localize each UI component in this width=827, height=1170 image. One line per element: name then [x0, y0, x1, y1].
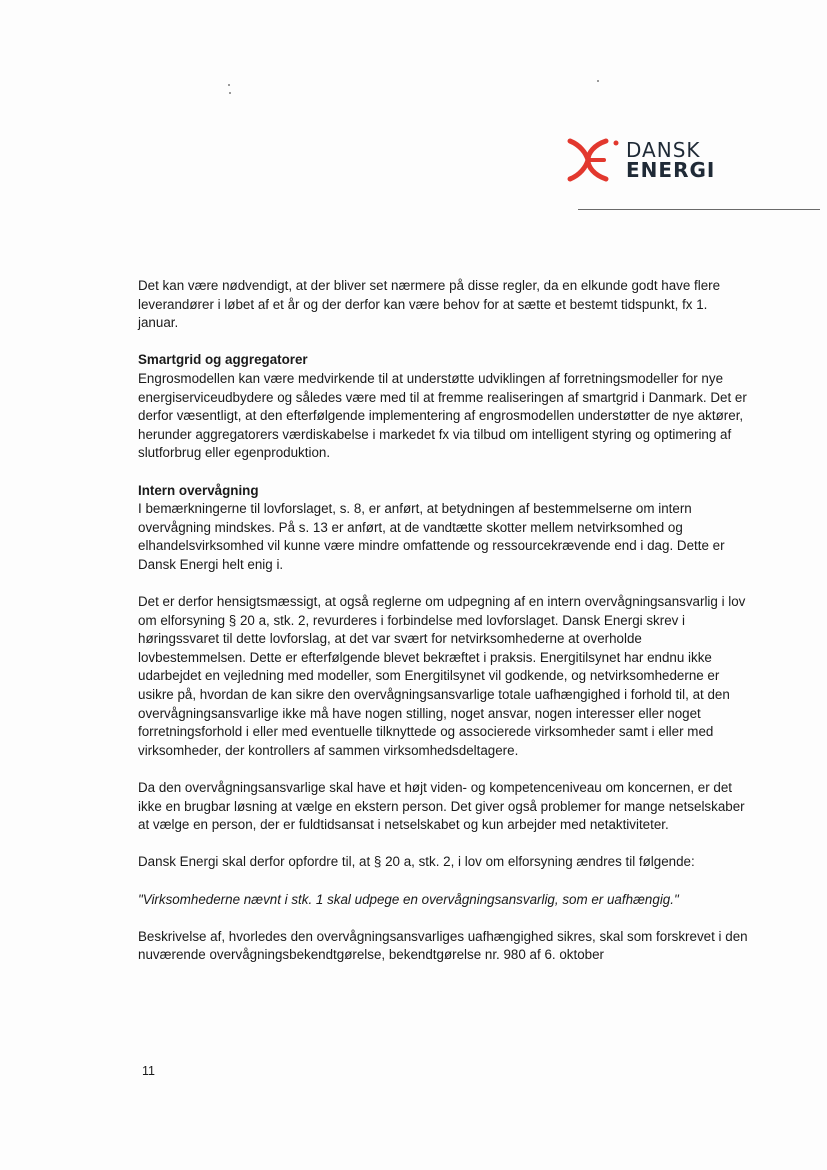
brand-logo	[566, 135, 715, 185]
proposed-wording-quote: "Virksomhederne nævnt i stk. 1 skal udpege en overvågningsansvarlig, som er uafhængig."	[138, 891, 679, 907]
intro-paragraph: Det kan være nødvendigt, at der bliver set nærmere på disse regler, da en elkunde godt have flere leverandører i løbet af et år og der derfor kan være behov for at sætte et bestemt tidspunkt, fx 1. januar.	[138, 278, 721, 331]
section-intern-overvaagning	[138, 482, 751, 965]
smartgrid-paragraph: Engrosmodellen kan være medvirkende til at understøtte udviklingen af forretningsmodeller for nye energiserviceudbydere og således være med til at fremme realiseringen af smartgrid i Danmark. Det er derfor væsentligt, at den efterfølgende implementering af engrosmodellen understøtter de nye aktører, herunder aggregatorers værdiskabelse i markedet fx via tilbud om intelligent styring og optimering af slutforbrug eller egenproduktion.	[138, 370, 747, 461]
brand-name-line1: DANSK	[626, 138, 701, 162]
section-smartgrid	[138, 351, 751, 463]
section-heading-smartgrid: Smartgrid og aggregatorer	[138, 352, 308, 368]
dansk-energi-logo-icon	[566, 135, 624, 185]
overvaagning-paragraph-1: I bemærkningerne til lovforslaget, s. 8, er anført, at betydningen af bestemmelserne om intern overvågning mindskes. På s. 13 er anført, at de vandtætte skotter mellem netvirksomhed og elhandelsvirksomhed vil kunne være mindre omfattende og ressourcekrævende end i dag. Dette er Dansk Energi helt enig i.	[138, 501, 725, 572]
brand-name-line2: ENERGI	[626, 158, 716, 182]
overvaagning-paragraph-4: Dansk Energi skal derfor opfordre til, at § 20 a, stk. 2, i lov om elforsyning ændres til følgende:	[138, 854, 695, 870]
scan-speck	[228, 84, 230, 86]
brand-wordmark	[626, 140, 715, 180]
overvaagning-paragraph-3: Da den overvågningsansvarlige skal have et højt viden- og kompetenceniveau om koncernen, er det ikke en brugbar løsning at vælge en ekstern person. Det giver også problemer for mange netselskaber at vælge en person, der er fuldtidsansat i netselskabet og kun arbejder med netaktiviteter.	[138, 780, 745, 833]
scan-speck	[229, 92, 231, 94]
scan-speck	[597, 80, 599, 82]
page-number: 11	[142, 1064, 155, 1078]
overvaagning-paragraph-5: Beskrivelse af, hvorledes den overvågningsansvarliges uafhængighed sikres, skal som forskrevet i den nuværende overvågningsbekendtgørelse, bekendtgørelse nr. 980 af 6. oktober	[138, 928, 748, 963]
section-heading-intern-overvaagning: Intern overvågning	[138, 482, 259, 498]
header-divider	[578, 209, 820, 210]
document-body	[138, 277, 751, 984]
overvaagning-paragraph-2: Det er derfor hensigtsmæssigt, at også reglerne om udpegning af en intern overvågningsansvarlig i lov om elforsyning § 20 a, stk. 2, revurderes i forbindelse med lovforslaget. Dansk Energi skrev i høringssvaret til dette lovforslag, at det var svært for netvirksomhederne at overholde lovbestemmelsen. Dette er efterfølgende blevet bekræftet i praksis. Energitilsynet har endnu ikke udarbejdet en vejledning med modeller, som Energitilsynet vil godkende, og netvirksomhederne er usikre på, hvordan de kan sikre den overvågningsansvarlige totale uafhængighed i forhold til, at den overvågningsansvarlige ikke må have nogen stilling, noget ansvar, nogen interesser eller noget forretningsforhold i eller med eventuelle tilknyttede og associerede virksomheder samt i eller med virksomheder, der kontrollers af sammen virksomhedsdeltagere.	[138, 594, 746, 758]
